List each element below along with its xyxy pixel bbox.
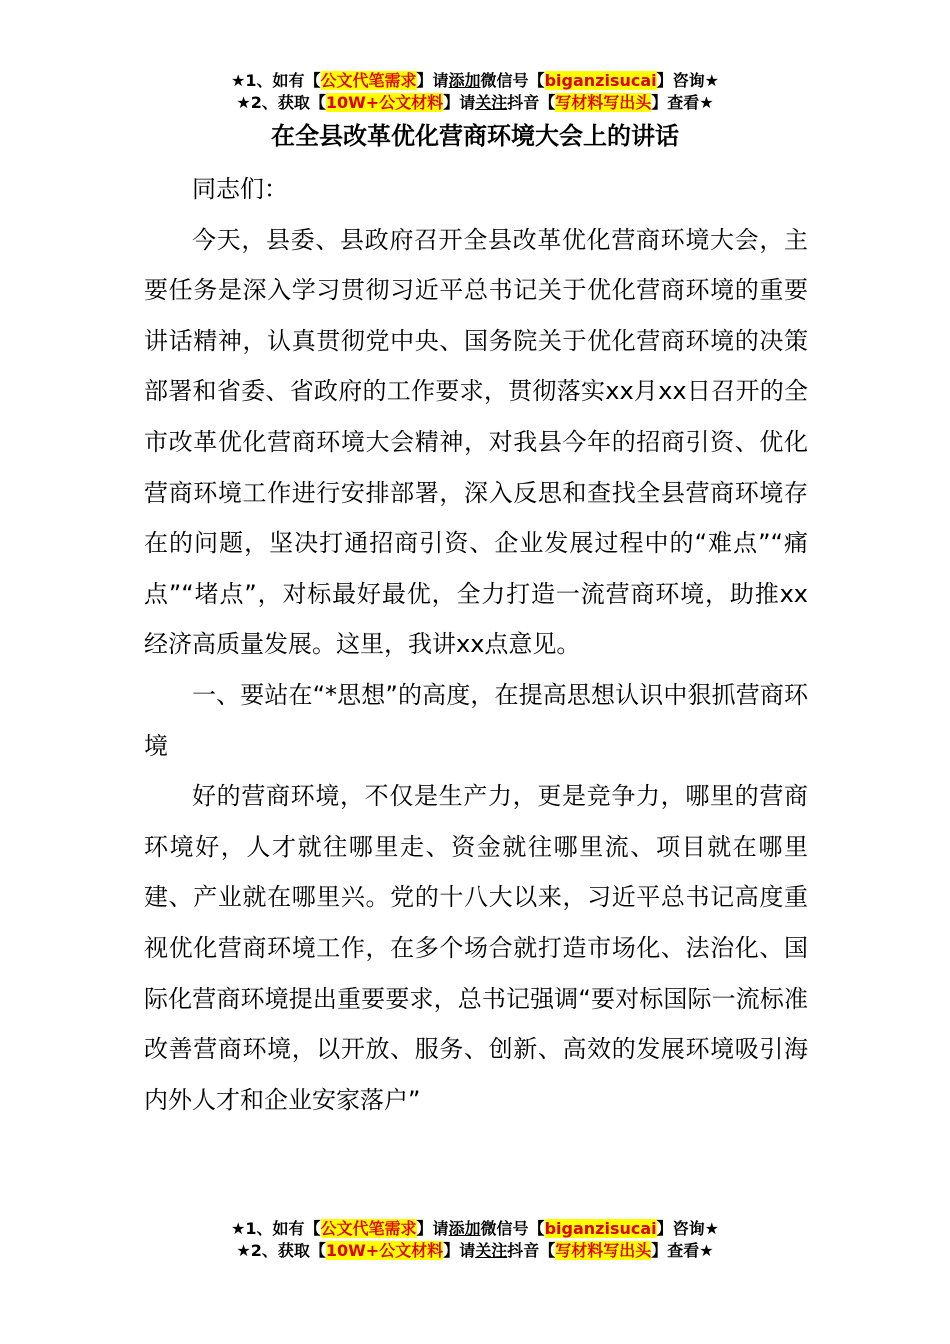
promo-text: 微信号【: [480, 71, 545, 90]
promo-text: 】咨询★: [656, 1219, 719, 1238]
promo-line-1: [0, 70, 950, 92]
promo-line-2: [0, 92, 950, 114]
promo-douyin-account: 写材料写出头: [555, 93, 652, 112]
paragraph-section-1: 好的营商环境，不仅是生产力，更是竞争力，哪里的营商环境好，人才就往哪里走、资金就往哪里流、项目就在哪里建、产业就在哪里兴。党的十八大以来，习近平总书记高度重视优化营商环境工作，在多个场合就打造市场化、法治化、国际化营商环境提出重要要求，总书记强调“要对标国际一流标准改善营商环境，以开放、服务、创新、高效的发展环境吸引海内外人才和企业安家落户”: [144, 782, 808, 1114]
promo-text: 】请: [443, 93, 476, 112]
promo-wechat-id: biganzisucai: [544, 1219, 657, 1238]
promo-text: ★1、如有【: [231, 71, 321, 90]
promo-highlight: 10W+公文材料: [325, 93, 444, 112]
footer-promo-banner: [0, 1218, 950, 1262]
document-body: [144, 164, 808, 1125]
promo-underlined-text: 关注: [475, 93, 508, 112]
promo-text: 】请: [416, 71, 449, 90]
promo-highlight: 公文代笔需求: [320, 71, 417, 90]
document-title: 在全县改革优化营商环境大会上的讲话: [271, 122, 679, 150]
promo-text: 微信号【: [480, 1219, 545, 1238]
promo-text: 抖音【: [507, 1241, 556, 1260]
promo-text: 】查看★: [651, 93, 714, 112]
promo-highlight: 10W+公文材料: [325, 1241, 444, 1260]
promo-line-1: [0, 1218, 950, 1240]
salutation: 同志们：: [192, 175, 288, 203]
promo-highlight: 公文代笔需求: [320, 1219, 417, 1238]
promo-text: 】请: [416, 1219, 449, 1238]
promo-text: ★1、如有【: [231, 1219, 321, 1238]
promo-text: ★2、获取【: [236, 93, 326, 112]
promo-line-2: [0, 1240, 950, 1262]
section-heading-1: 一、要站在“*思想”的高度，在提高思想认识中狠抓营商环境: [144, 680, 808, 760]
promo-underlined-text: 添加: [448, 1219, 481, 1238]
promo-text: 】查看★: [651, 1241, 714, 1260]
paragraph-intro: 今天，县委、县政府召开全县改革优化营商环境大会，主要任务是深入学习贯彻习近平总书记关于优化营商环境的重要讲话精神，认真贯彻党中央、国务院关于优化营商环境的决策部署和省委、省政府的工作要求，贯彻落实xx月xx日召开的全市改革优化营商环境大会精神，对我县今年的招商引资、优化营商环境工作进行安排部署，深入反思和查找全县营商环境存在的问题，坚决打通招商引资、企业发展过程中的“难点”“痛点”“堵点”，对标最好最优，全力打造一流营商环境，助推xx经济高质量发展。这里，我讲xx点意见。: [144, 225, 808, 659]
promo-text: 】请: [443, 1241, 476, 1260]
promo-text: ★2、获取【: [236, 1241, 326, 1260]
promo-douyin-account: 写材料写出头: [555, 1241, 652, 1260]
promo-underlined-text: 添加: [448, 71, 481, 90]
promo-text: 抖音【: [507, 93, 556, 112]
promo-text: 】咨询★: [656, 71, 719, 90]
promo-wechat-id: biganzisucai: [544, 71, 657, 90]
promo-underlined-text: 关注: [475, 1241, 508, 1260]
header-promo-banner: [0, 70, 950, 114]
